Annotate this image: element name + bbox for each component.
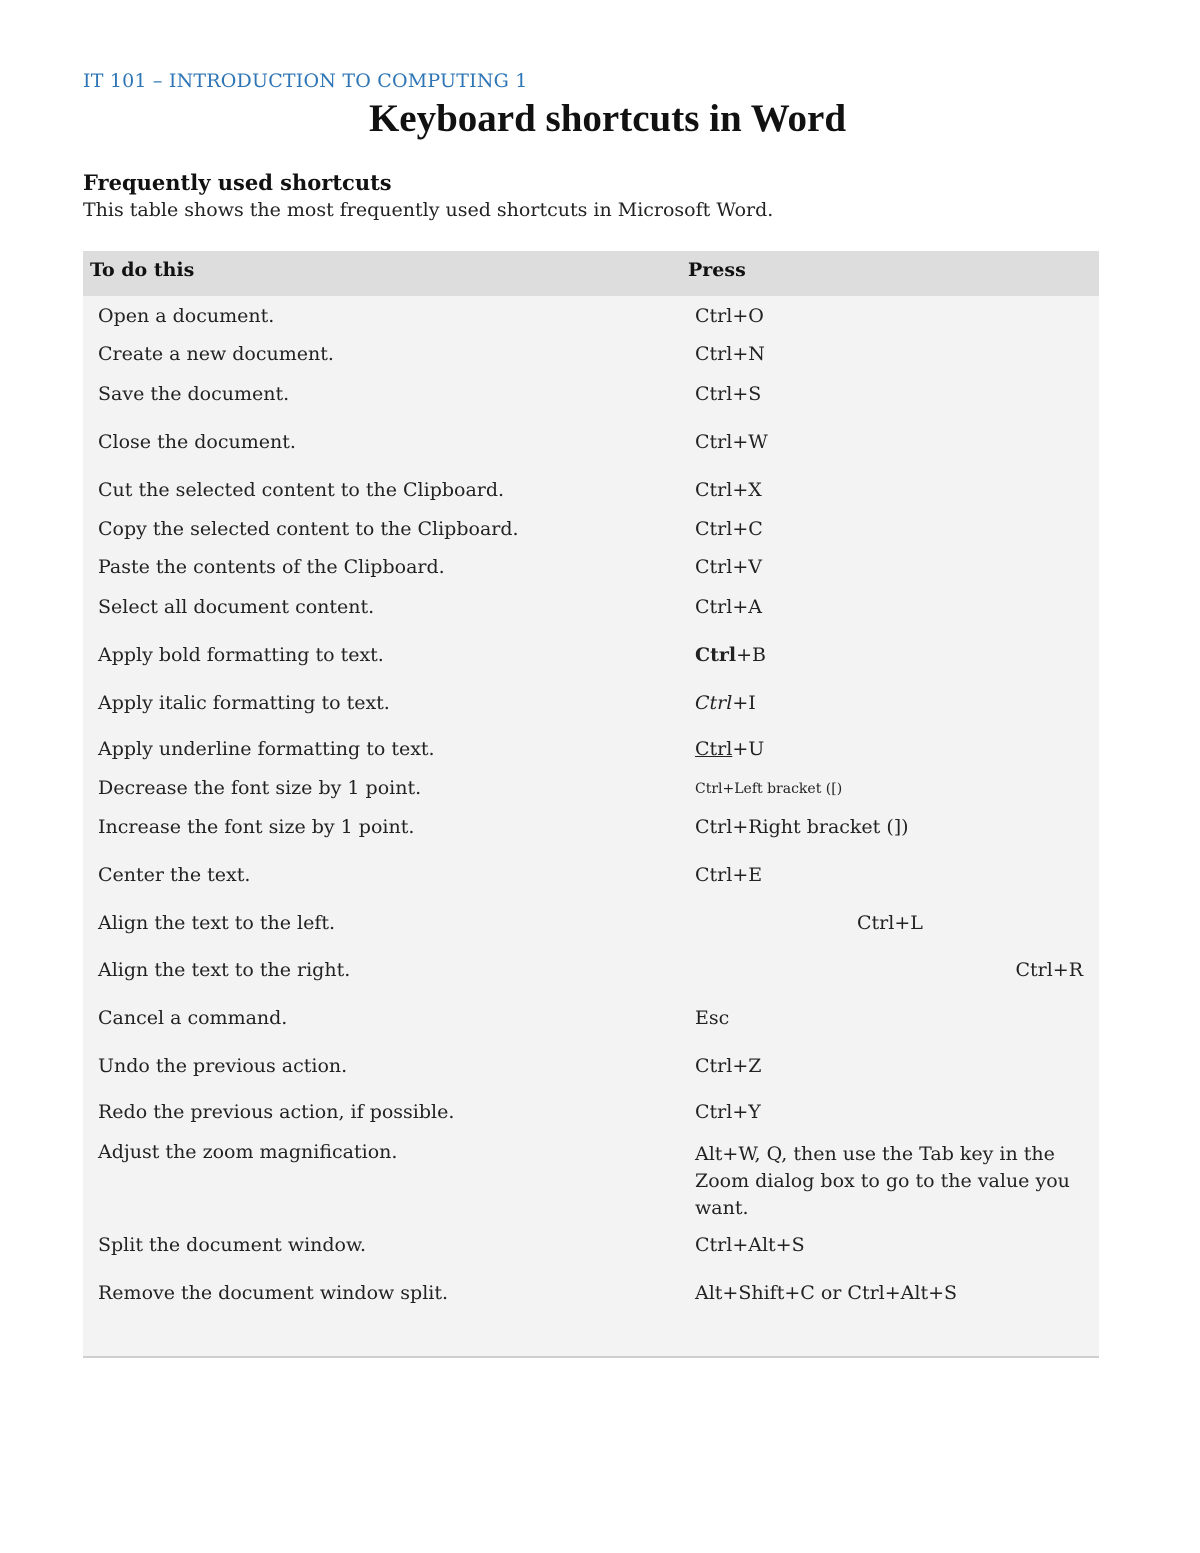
- row-keys: Ctrl+O: [695, 305, 764, 327]
- row-action: Increase the font size by 1 point.: [98, 816, 415, 838]
- row-keys: Ctrl+V: [695, 556, 762, 578]
- row-action: Select all document content.: [98, 596, 375, 618]
- row-keys: Ctrl+S: [695, 383, 762, 405]
- section-heading: Frequently used shortcuts: [83, 170, 392, 195]
- row-action: Create a new document.: [98, 343, 334, 365]
- row-action: Apply underline formatting to text.: [98, 738, 435, 760]
- row-action: Split the document window.: [98, 1234, 367, 1256]
- row-keys: Ctrl+N: [695, 343, 765, 365]
- row-keys: Ctrl+Z: [695, 1055, 762, 1077]
- row-keys: Alt+W, Q, then use the Tab key in the Zoom dialog box to go to the value you want.: [695, 1143, 1070, 1219]
- row-keys: Ctrl+Left bracket ([): [695, 781, 843, 797]
- row-keys: [695, 738, 1085, 760]
- row-keys: Ctrl+Y: [695, 1101, 761, 1123]
- row-action: Cut the selected content to the Clipboard.: [98, 479, 505, 501]
- key-suffix: +U: [732, 738, 765, 760]
- column-header-press: Press: [688, 259, 746, 281]
- row-keys: Ctrl+X: [695, 479, 762, 501]
- row-keys: Ctrl+R: [1015, 959, 1083, 981]
- column-header-action: To do this: [90, 259, 195, 281]
- course-header: IT 101 – INTRODUCTION TO COMPUTING 1: [83, 70, 528, 92]
- italic-modifier-key: Ctrl: [695, 692, 733, 714]
- row-keys: Ctrl+E: [695, 864, 763, 886]
- table-header: [83, 251, 1099, 296]
- row-keys: Ctrl+Right bracket (]): [695, 816, 909, 838]
- row-action: Apply italic formatting to text.: [98, 692, 390, 714]
- row-action: Align the text to the left.: [98, 912, 336, 934]
- row-action: Center the text.: [98, 864, 251, 886]
- row-keys: Ctrl+Alt+S: [695, 1234, 805, 1256]
- row-keys: Alt+Shift+C or Ctrl+Alt+S: [695, 1282, 958, 1304]
- document-title: Keyboard shortcuts in Word: [368, 97, 847, 140]
- row-action: Open a document.: [98, 305, 275, 327]
- row-action: Undo the previous action.: [98, 1055, 348, 1077]
- row-keys: Ctrl+A: [695, 596, 762, 618]
- row-keys: [695, 644, 1085, 666]
- bold-modifier-key: Ctrl: [695, 644, 737, 666]
- shortcuts-table: [83, 251, 1099, 1358]
- row-action: Adjust the zoom magnification.: [98, 1141, 398, 1163]
- section-description: This table shows the most frequently used shortcuts in Microsoft Word.: [83, 199, 774, 221]
- row-action: Decrease the font size by 1 point.: [98, 777, 422, 799]
- row-action: Close the document.: [98, 431, 296, 453]
- row-action: Apply bold formatting to text.: [98, 644, 384, 666]
- row-action: Align the text to the right.: [98, 959, 351, 981]
- row-action: Save the document.: [98, 383, 290, 405]
- row-action: Remove the document window split.: [98, 1282, 449, 1304]
- key-suffix: +I: [732, 692, 756, 714]
- row-keys: Ctrl+W: [695, 431, 768, 453]
- row-action: Redo the previous action, if possible.: [98, 1101, 455, 1123]
- underline-modifier-key: Ctrl: [695, 738, 733, 760]
- key-suffix: +B: [736, 644, 767, 666]
- row-keys: Ctrl+C: [695, 518, 763, 540]
- row-keys: [695, 692, 1085, 714]
- row-keys: Ctrl+L: [857, 912, 923, 934]
- row-action: Paste the contents of the Clipboard.: [98, 556, 445, 578]
- row-action: Cancel a command.: [98, 1007, 288, 1029]
- row-action: Copy the selected content to the Clipboard.: [98, 518, 519, 540]
- row-keys: Esc: [695, 1007, 730, 1029]
